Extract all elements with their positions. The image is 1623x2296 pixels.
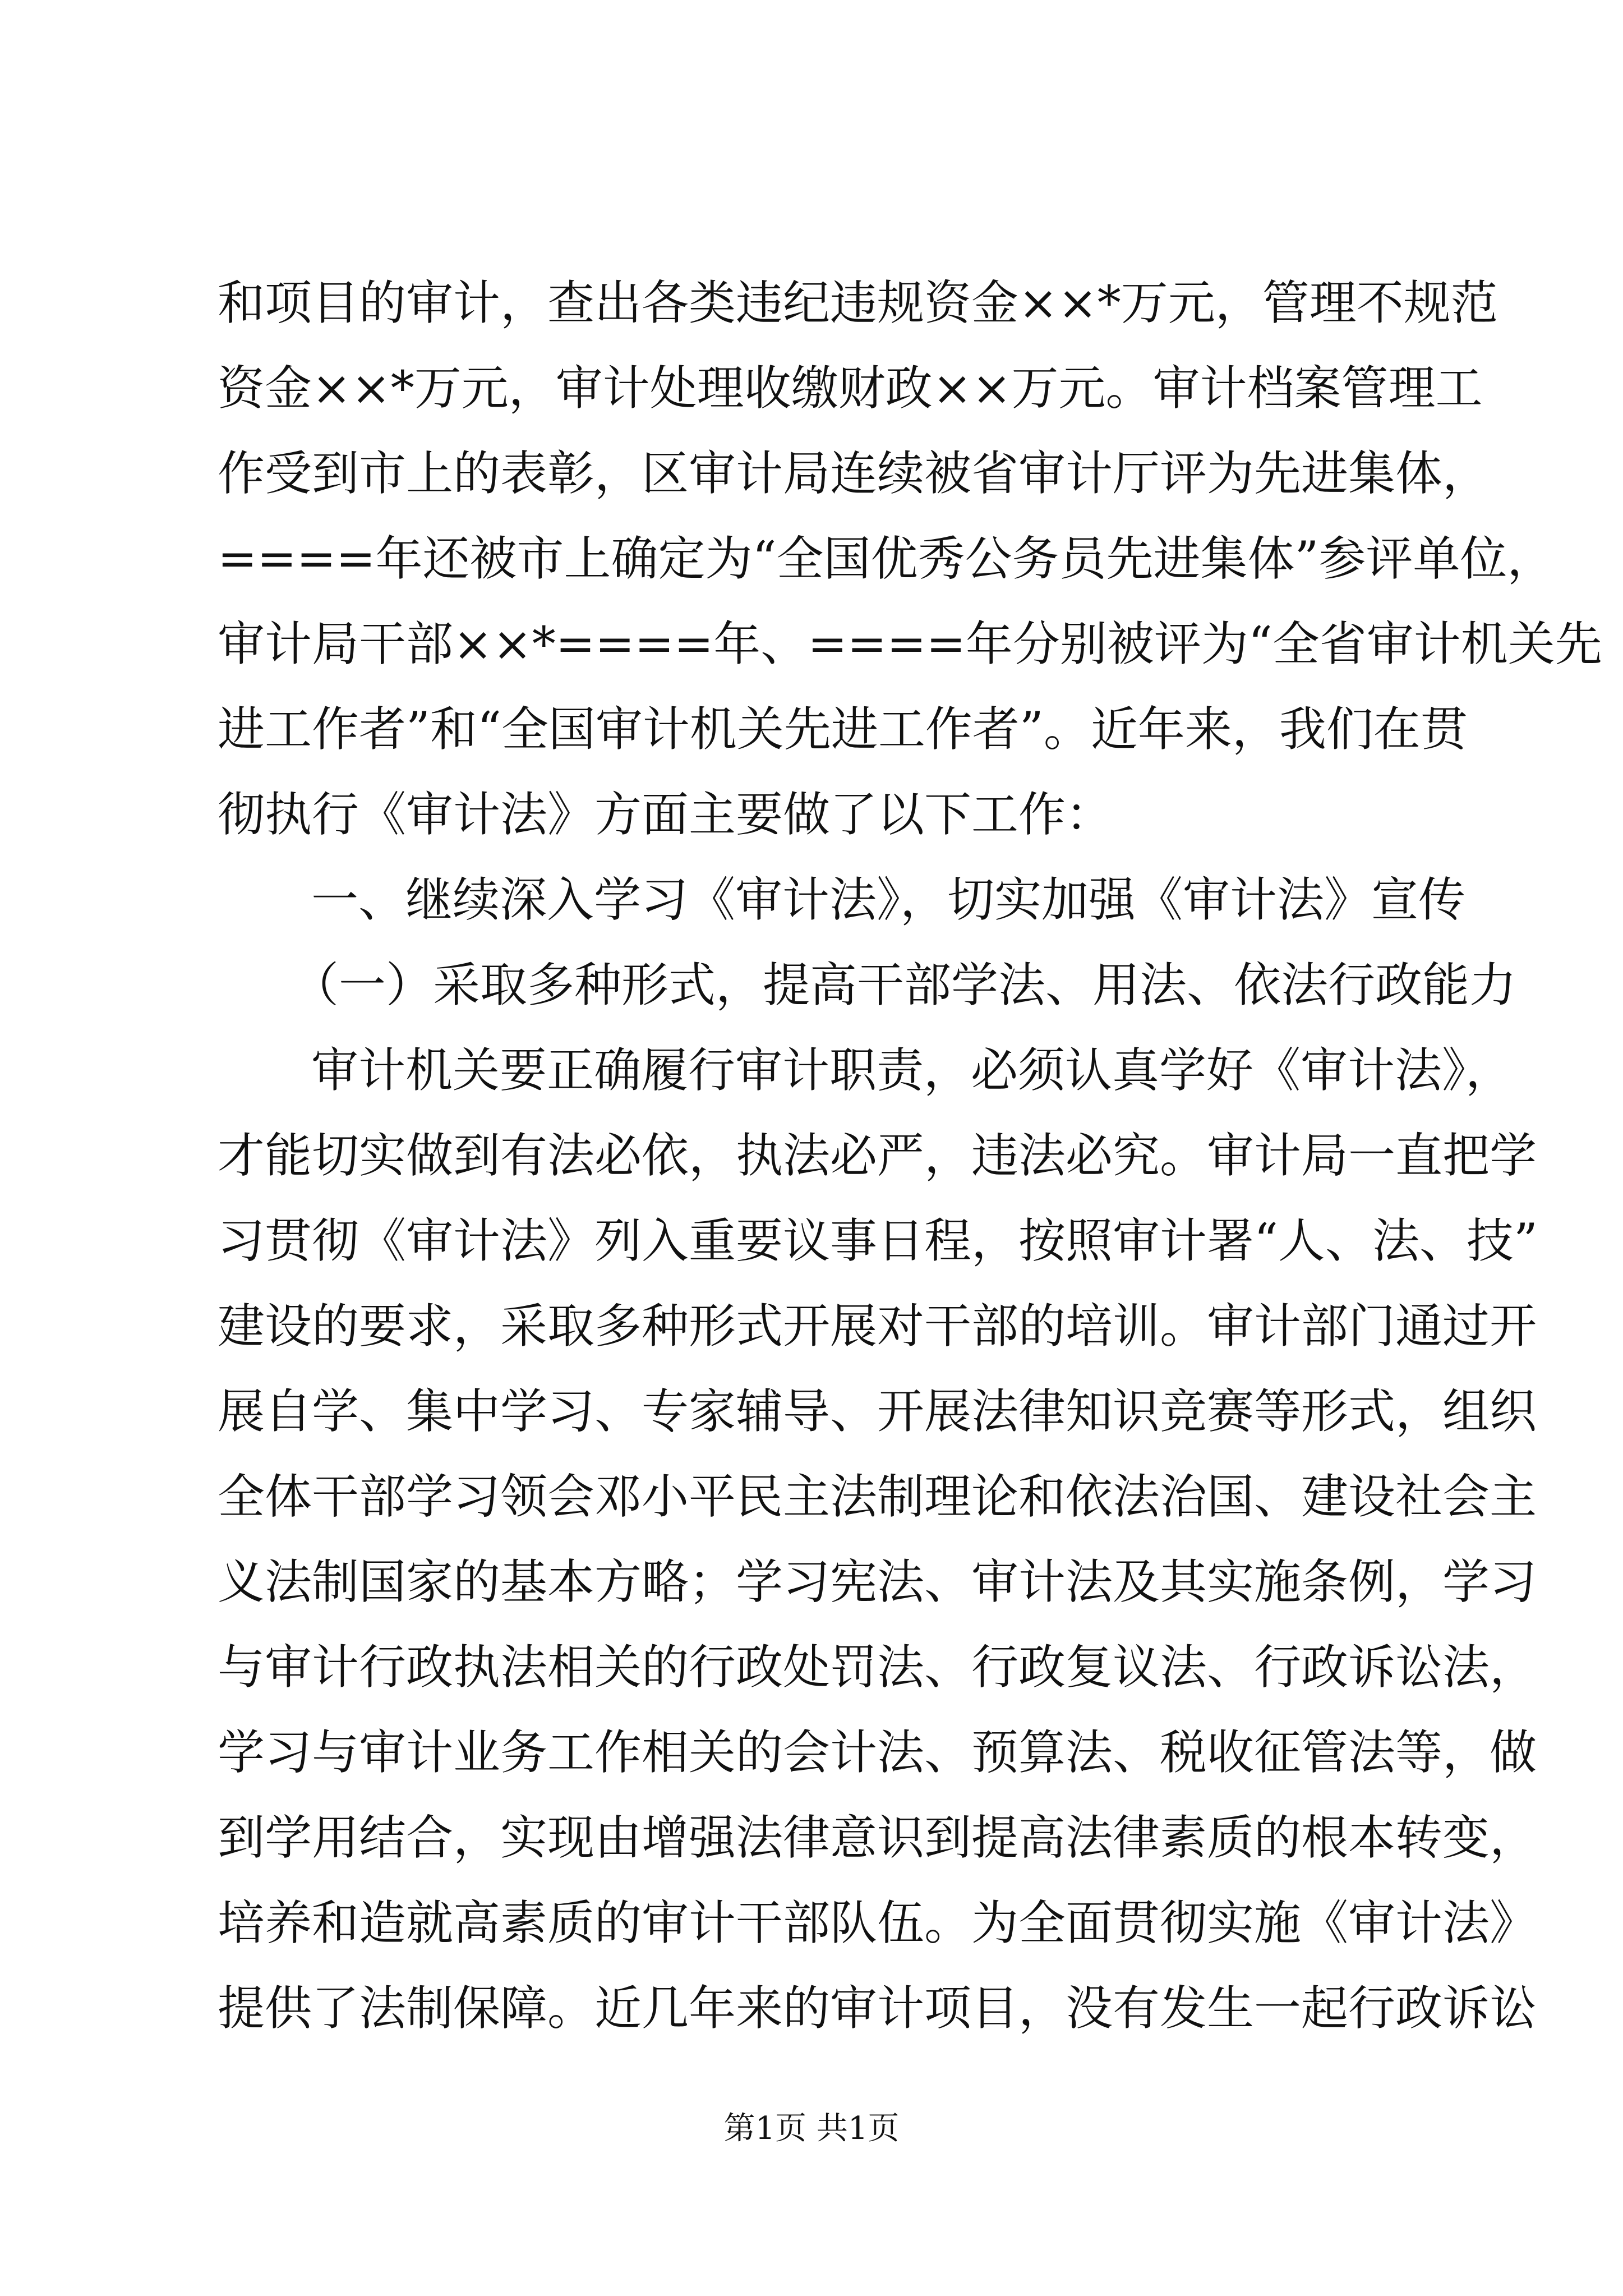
body-text-line-7: 彻执行《审计法》方面主要做了以下工作： — [218, 787, 1113, 842]
body-text-line-11: 才能切实做到有法必依，执法必严，违法必究。审计局一直把学 — [218, 1128, 1537, 1183]
body-text-line-6: 进工作者”和“全国审计机关先进工作者”。近年来，我们在贯 — [218, 702, 1468, 757]
body-text-line-14: 展自学、集中学习、专家辅导、开展法律知识竞赛等形式，组织 — [218, 1384, 1537, 1439]
paragraph-first-line: 审计机关要正确履行审计职责，必须认真学好《审计法》， — [311, 1043, 1513, 1098]
body-text-line-4: ====年还被市上确定为“全国优秀公务员先进集体”参评单位， — [218, 531, 1555, 586]
body-text-line-18: 学习与审计业务工作相关的会计法、预算法、税收征管法等，做 — [218, 1725, 1537, 1780]
body-text-line-15: 全体干部学习领会邓小平民主法制理论和依法治国、建设社会主 — [218, 1469, 1537, 1524]
body-text-line-16: 义法制国家的基本方略；学习宪法、审计法及其实施条例，学习 — [218, 1554, 1537, 1609]
body-text-line-17: 与审计行政执法相关的行政处罚法、行政复议法、行政诉讼法， — [218, 1640, 1537, 1695]
body-text-line-3: 作受到市上的表彰，区审计局连续被省审计厅评为先进集体， — [218, 446, 1490, 501]
body-text-line-12: 习贯彻《审计法》列入重要议事日程，按照审计署“人、法、技” — [218, 1213, 1538, 1268]
body-text-line-5: 审计局干部××*====年、====年分别被评为“全省审计机关先 — [218, 616, 1602, 671]
subsection-heading-1: （一）采取多种形式，提高干部学法、用法、依法行政能力 — [292, 958, 1517, 1013]
body-text-line-21: 提供了法制保障。近几年来的审计项目，没有发生一起行政诉讼 — [218, 1981, 1537, 2036]
body-text-line-13: 建设的要求，采取多种形式开展对干部的培训。审计部门通过开 — [218, 1299, 1537, 1354]
body-text-line-20: 培养和造就高素质的审计干部队伍。为全面贯彻实施《审计法》 — [218, 1895, 1537, 1950]
body-text-line-2: 资金××*万元，审计处理收缴财政××万元。审计档案管理工 — [218, 361, 1483, 416]
section-heading-1: 一、继续深入学习《审计法》，切实加强《审计法》宣传 — [311, 872, 1466, 927]
body-text-line-19: 到学用结合，实现由增强法律意识到提高法律素质的根本转变， — [218, 1810, 1537, 1865]
page-footer: 第1页 共1页 — [723, 2110, 900, 2147]
body-text-line-1: 和项目的审计，查出各类违纪违规资金××*万元，管理不规范 — [218, 275, 1498, 330]
